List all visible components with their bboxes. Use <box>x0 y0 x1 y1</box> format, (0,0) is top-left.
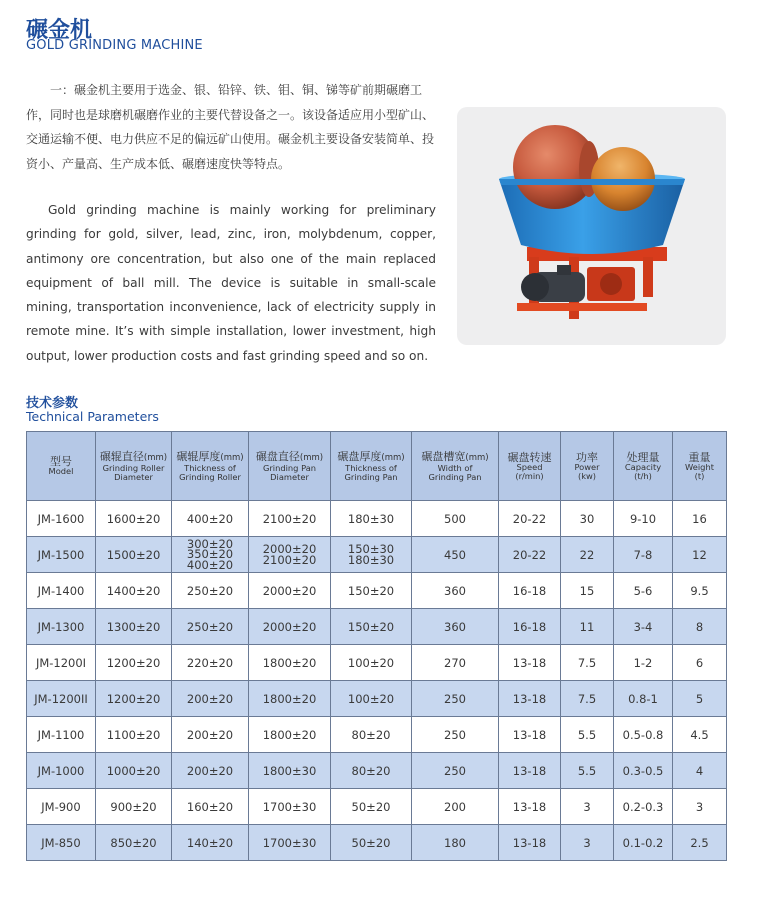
table-cell-roller-t: 300±20 350±20 400±20 <box>172 537 249 573</box>
table-cell-pan-t: 80±20 <box>331 753 412 789</box>
table-cell-speed: 16-18 <box>499 609 561 645</box>
table-cell-pan-d: 2000±20 2100±20 <box>249 537 331 573</box>
column-header-cn: 处理量 <box>626 451 660 464</box>
table-cell-speed: 16-18 <box>499 573 561 609</box>
column-header-en: (kw) <box>577 470 597 481</box>
table-cell-capacity: 0.5-0.8 <box>614 717 673 753</box>
column-header-en: Grinding Pan <box>344 471 398 482</box>
column-header-en: Weight <box>685 462 714 472</box>
table-cell-pan-t: 150±20 <box>331 609 412 645</box>
table-cell-speed: 13-18 <box>499 753 561 789</box>
column-header-en: Width of <box>437 463 473 473</box>
table-cell-weight: 8 <box>673 609 727 645</box>
column-header <box>27 432 96 501</box>
table-cell-pan-t: 100±20 <box>331 681 412 717</box>
table-cell-pan-d: 1700±30 <box>249 789 331 825</box>
table-cell-weight: 12 <box>673 537 727 573</box>
table-cell-roller-d: 1600±20 <box>96 501 172 537</box>
table-cell-model: JM-1500 <box>27 537 96 573</box>
section-title-cn: 技术参数 <box>26 396 79 411</box>
column-header <box>673 432 727 501</box>
section-title-en: Technical Parameters <box>26 409 159 424</box>
column-header-cn: 功率 <box>576 451 598 464</box>
table-row <box>27 573 727 609</box>
table-cell-speed: 13-18 <box>499 789 561 825</box>
table-cell-speed: 20-22 <box>499 501 561 537</box>
column-header-en: Grinding Pan <box>262 463 317 473</box>
table-cell-pan-d: 1800±20 <box>249 717 331 753</box>
table-cell-roller-t: 250±20 <box>172 609 249 645</box>
column-header <box>249 432 331 501</box>
table-cell-roller-d: 1400±20 <box>96 573 172 609</box>
table-body <box>27 501 727 861</box>
table-cell-roller-t: 200±20 <box>172 681 249 717</box>
column-header-en: Speed <box>516 462 543 472</box>
table-cell-model: JM-1200II <box>27 681 96 717</box>
table-cell-pan-t: 150±20 <box>331 573 412 609</box>
column-header <box>499 432 561 501</box>
table-cell-model: JM-1400 <box>27 573 96 609</box>
table-cell-width: 450 <box>412 537 499 573</box>
table-cell-width: 180 <box>412 825 499 861</box>
table-cell-width: 500 <box>412 501 499 537</box>
table-cell-model: JM-1100 <box>27 717 96 753</box>
table-cell-weight: 16 <box>673 501 727 537</box>
table-cell-power: 7.5 <box>561 681 614 717</box>
table-cell-model: JM-900 <box>27 789 96 825</box>
table-header-row <box>27 432 727 501</box>
table-cell-speed: 13-18 <box>499 825 561 861</box>
column-header-en: Grinding Pan <box>428 471 482 482</box>
technical-parameters-table <box>26 431 727 861</box>
table-cell-pan-d: 2000±20 <box>249 573 331 609</box>
table-cell-roller-t: 200±20 <box>172 753 249 789</box>
column-header-en: (t/h) <box>634 470 652 481</box>
table-row <box>27 717 727 753</box>
table-cell-roller-t: 220±20 <box>172 645 249 681</box>
table-cell-capacity: 7-8 <box>614 537 673 573</box>
column-header <box>331 432 412 501</box>
table-cell-width: 270 <box>412 645 499 681</box>
column-header-cn: 碾辊直径(mm) <box>99 450 168 463</box>
table-cell-roller-d: 900±20 <box>96 789 172 825</box>
column-header <box>614 432 673 501</box>
table-cell-power: 5.5 <box>561 753 614 789</box>
column-header-en: Grinding Roller <box>179 471 241 482</box>
column-header-en: Capacity <box>624 462 662 472</box>
table-row <box>27 681 727 717</box>
page-title-en: GOLD GRINDING MACHINE <box>26 38 203 53</box>
table-row <box>27 501 727 537</box>
column-header-en: Thickness of <box>184 463 236 473</box>
table-cell-speed: 13-18 <box>499 645 561 681</box>
table-cell-weight: 3 <box>673 789 727 825</box>
table-cell-capacity: 0.2-0.3 <box>614 789 673 825</box>
table-cell-roller-t: 140±20 <box>172 825 249 861</box>
table-cell-power: 3 <box>561 825 614 861</box>
table-cell-power: 5.5 <box>561 717 614 753</box>
table-cell-speed: 13-18 <box>499 681 561 717</box>
table-cell-roller-d: 850±20 <box>96 825 172 861</box>
table-row <box>27 609 727 645</box>
table-cell-width: 200 <box>412 789 499 825</box>
column-header-cn: 碾盘槽宽(mm) <box>421 450 489 463</box>
table-cell-capacity: 9-10 <box>614 501 673 537</box>
table-cell-model: JM-1300 <box>27 609 96 645</box>
table-row <box>27 753 727 789</box>
column-header-en: Thickness of <box>345 463 397 473</box>
page-title-cn: 碾金机 <box>26 18 93 43</box>
intro-paragraph-cn: 一：碾金机主要用于选金、银、铅锌、铁、钼、铜、锑等矿前期碾磨工作，同时也是球磨机碾磨作业的主要代替设备之一。该设备适应用小型矿山、交通运输不便、电力供应不足的偏远矿山使用。碾金机主要设备安装简单、投资小、产量高、生产成本低、碾磨速度快等特点。 <box>26 83 435 171</box>
table-cell-weight: 2.5 <box>673 825 727 861</box>
table-row <box>27 537 727 573</box>
table-cell-roller-t: 200±20 <box>172 717 249 753</box>
column-header-cn: 重量 <box>688 451 711 464</box>
table-cell-weight: 4 <box>673 753 727 789</box>
column-header <box>172 432 249 501</box>
table-cell-capacity: 3-4 <box>614 609 673 645</box>
table-row <box>27 789 727 825</box>
table-cell-roller-d: 1000±20 <box>96 753 172 789</box>
column-header <box>412 432 499 501</box>
table-cell-speed: 20-22 <box>499 537 561 573</box>
table-row <box>27 825 727 861</box>
table-cell-model: JM-1000 <box>27 753 96 789</box>
table-cell-width: 250 <box>412 681 499 717</box>
table-cell-capacity: 5-6 <box>614 573 673 609</box>
table-cell-weight: 9.5 <box>673 573 727 609</box>
table-cell-power: 15 <box>561 573 614 609</box>
table-cell-roller-d: 1300±20 <box>96 609 172 645</box>
table-cell-capacity: 1-2 <box>614 645 673 681</box>
column-header-en: (r/min) <box>515 470 544 481</box>
column-header-en: Diameter <box>270 471 309 482</box>
table-cell-model: JM-1200I <box>27 645 96 681</box>
column-header-cn: 型号 <box>50 455 72 469</box>
table-cell-model: JM-850 <box>27 825 96 861</box>
table-cell-weight: 4.5 <box>673 717 727 753</box>
table-cell-width: 250 <box>412 753 499 789</box>
table-cell-pan-d: 1700±30 <box>249 825 331 861</box>
column-header-en: Diameter <box>114 471 153 482</box>
gold-grinding-machine-illustration <box>457 107 726 345</box>
table-cell-model: JM-1600 <box>27 501 96 537</box>
table-cell-speed: 13-18 <box>499 717 561 753</box>
column-header-en: (t) <box>694 470 705 481</box>
table-cell-pan-d: 1800±30 <box>249 753 331 789</box>
table-cell-roller-t: 160±20 <box>172 789 249 825</box>
column-header-cn: 碾辊厚度(mm) <box>176 450 244 463</box>
table-row <box>27 645 727 681</box>
table-cell-pan-d: 2100±20 <box>249 501 331 537</box>
table-cell-roller-d: 1200±20 <box>96 645 172 681</box>
column-header <box>96 432 172 501</box>
table-cell-pan-d: 1800±20 <box>249 681 331 717</box>
intro-paragraph-en: Gold grinding machine is mainly working for preliminary grinding for gold, silver, lead, zinc, iron, molybdenum, copper, antimony ore concentration, but also one of the main replaced equipment of ball mill. The device is suitable in small-scale mining, transportation inconvenience, lack of electricity supply in remote mine. It’s with simple installation, lower investment, high output, lower production costs and fast grinding speed and so on. <box>26 203 436 363</box>
column-header <box>561 432 614 501</box>
table-cell-pan-d: 2000±20 <box>249 609 331 645</box>
table-cell-weight: 6 <box>673 645 727 681</box>
table-cell-width: 250 <box>412 717 499 753</box>
column-header-en: Model <box>48 466 74 477</box>
table-cell-weight: 5 <box>673 681 727 717</box>
table-cell-roller-d: 1200±20 <box>96 681 172 717</box>
table-cell-power: 22 <box>561 537 614 573</box>
table-cell-roller-d: 1100±20 <box>96 717 172 753</box>
table-cell-pan-t: 50±20 <box>331 825 412 861</box>
machine-photo <box>457 107 726 345</box>
column-header-cn: 碾盘厚度(mm) <box>337 450 405 463</box>
table-cell-pan-d: 1800±20 <box>249 645 331 681</box>
column-header-en: Grinding Roller <box>102 463 165 473</box>
column-header-cn: 碾盘直径(mm) <box>255 450 324 463</box>
table-cell-power: 11 <box>561 609 614 645</box>
table-cell-roller-d: 1500±20 <box>96 537 172 573</box>
table-cell-power: 3 <box>561 789 614 825</box>
table-cell-roller-t: 400±20 <box>172 501 249 537</box>
table-cell-pan-t: 150±30 180±30 <box>331 537 412 573</box>
table-cell-power: 30 <box>561 501 614 537</box>
table-cell-roller-t: 250±20 <box>172 573 249 609</box>
table-cell-width: 360 <box>412 609 499 645</box>
table-cell-pan-t: 50±20 <box>331 789 412 825</box>
table-cell-capacity: 0.3-0.5 <box>614 753 673 789</box>
table-cell-pan-t: 80±20 <box>331 717 412 753</box>
table-cell-capacity: 0.1-0.2 <box>614 825 673 861</box>
table-cell-width: 360 <box>412 573 499 609</box>
table-cell-pan-t: 100±20 <box>331 645 412 681</box>
table-cell-capacity: 0.8-1 <box>614 681 673 717</box>
table-cell-power: 7.5 <box>561 645 614 681</box>
column-header-en: Power <box>574 462 600 472</box>
table-cell-pan-t: 180±30 <box>331 501 412 537</box>
column-header-cn: 碾盘转速 <box>507 451 552 464</box>
